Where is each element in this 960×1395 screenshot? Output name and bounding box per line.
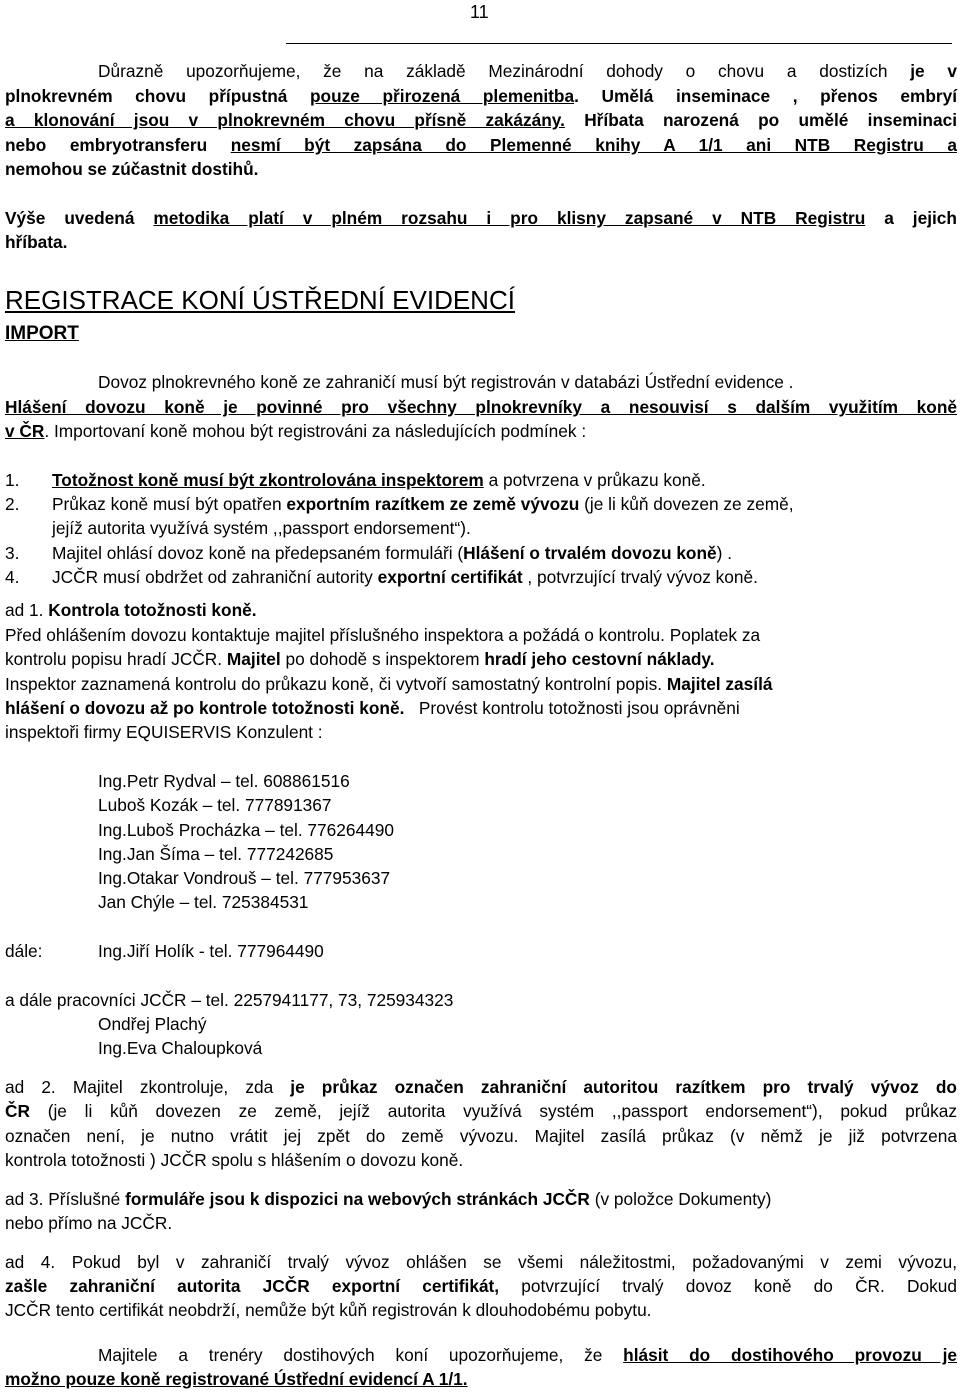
ad3-line-1: ad 3. Příslušné formuláře jsou k dispozici na webových stránkách JCČR (v položce Dokumenty) [5, 1189, 772, 1209]
metodika-line-2: hříbata. [5, 232, 68, 252]
inspector-4: Ing.Jan Šíma – tel. 777242685 [98, 844, 334, 864]
ad1-line-1: Před ohlášením dovozu kontaktuje majitel příslušného inspektora a požádá o kontrolu. Poplatek za [5, 625, 761, 645]
condition-3-num: 3. [5, 543, 20, 563]
condition-4-num: 4. [5, 567, 20, 587]
closing-line-1: Majitele a trenéry dostihových koní upozorňujeme, že hlásit do dostihového provozu je [98, 1345, 957, 1365]
ad1-line-5: inspektoři firmy EQUISERVIS Konzulent : [5, 722, 323, 742]
intro-line-4: nebo embryotransferu nesmí být zapsána do Plemenné knihy A 1/1 ani NTB Registru a [5, 135, 957, 155]
intro-line-2: plnokrevném chovu přípustná pouze přirozená plemenitba. Umělá inseminace , přenos embryí [5, 86, 958, 106]
closing-line-2: možno pouze koně registrované Ústřední evidencí A 1/1. [5, 1369, 468, 1389]
inspector-1: Ing.Petr Rydval – tel. 608861516 [98, 771, 350, 791]
condition-1: Totožnost koně musí být zkontrolována inspektorem a potvrzena v průkazu koně. [52, 470, 706, 490]
intro-line-5: nemohou se zúčastnit dostihů. [5, 159, 259, 179]
condition-1-num: 1. [5, 470, 20, 490]
ad1-heading: ad 1. Kontrola totožnosti koně. [5, 600, 257, 620]
metodika-line-1: Výše uvedená metodika platí v plném rozsahu i pro klisny zapsané v NTB Registru a jejich [5, 208, 957, 228]
import-line-3: v ČR. Importovaní koně mohou být registrováni za následujících podmínek : [5, 421, 587, 441]
ad2-line-1: ad 2. Majitel zkontroluje, zda je průkaz označen zahraniční autoritou razítkem pro trvalý vývoz do [5, 1077, 957, 1097]
intro-line-3: a klonování jsou v plnokrevném chovu přísně zakázány. Hříbata narozená po umělé inseminaci [5, 110, 957, 130]
ad3-line-2: nebo přímo na JCČR. [5, 1213, 173, 1233]
inspector-3: Ing.Luboš Procházka – tel. 776264490 [98, 820, 394, 840]
dale-label: dále: [5, 941, 43, 961]
ad4-line-2: zašle zahraniční autorita JCČR exportní certifikát, potvrzující trvalý dovoz koně do ČR. Dokud [5, 1276, 957, 1296]
ad2-line-4: kontrola totožnosti ) JCČR spolu s hlášením o dovozu koně. [5, 1150, 464, 1170]
ad4-line-3: JCČR tento certifikát neobdrží, nemůže být kůň registrován k dlouhodobému pobytu. [5, 1300, 652, 1320]
condition-2-cont: jejíž autorita využívá systém ,,passport endorsement“). [52, 518, 471, 538]
inspector-2: Luboš Kozák – tel. 777891367 [98, 795, 332, 815]
worker-1: Ondřej Plachý [98, 1014, 207, 1034]
ad2-line-3: označen není, je nutno vrátit jej zpět do země vývozu. Majitel zasílá průkaz (v němž je již potvrzena [5, 1126, 957, 1146]
import-line-1: Dovoz plnokrevného koně ze zahraničí musí být registrován v databázi Ústřední evidence . [98, 372, 794, 392]
ad1-line-4: hlášení o dovozu až po kontrole totožnosti koně. Provést kontrolu totožnosti jsou oprávněni [5, 698, 740, 718]
header-rule [286, 43, 952, 44]
ad1-line-2: kontrolu popisu hradí JCČR. Majitel po dohodě s inspektorem hradí jeho cestovní náklady. [5, 649, 715, 669]
inspector-6: Jan Chýle – tel. 725384531 [98, 892, 309, 912]
intro-line-1: Důrazně upozorňujeme, že na základě Mezinárodní dohody o chovu a dostizích je v [98, 61, 957, 81]
worker-2: Ing.Eva Chaloupková [98, 1038, 263, 1058]
condition-3: Majitel ohlásí dovoz koně na předepsaném formuláři (Hlášení o trvalém dovozu koně) . [52, 543, 733, 563]
condition-2: Průkaz koně musí být opatřen exportním razítkem ze země vývozu (je li kůň dovezen ze země, [52, 494, 794, 514]
ad2-line-2: ČR (je li kůň dovezen ze země, jejíž autorita využívá systém ,,passport endorsement“), pokud průkaz [5, 1101, 957, 1121]
inspector-5: Ing.Otakar Vondrouš – tel. 777953637 [98, 868, 391, 888]
ad4-line-1: ad 4. Pokud byl v zahraničí trvalý vývoz ohlášen se všemi náležitostmi, požadovanými v zemi vývozu, [5, 1252, 957, 1272]
section-heading: REGISTRACE KONÍ ÚSTŘEDNÍ EVIDENCÍ [5, 285, 515, 315]
dale-inspector: Ing.Jiří Holík - tel. 777964490 [98, 941, 324, 961]
section-subheading: IMPORT [5, 323, 79, 344]
page-number: 11 [470, 2, 489, 22]
condition-4: JCČR musí obdržet od zahraniční autority exportní certifikát , potvrzující trvalý vývoz koně. [52, 567, 758, 587]
ad1-line-3: Inspektor zaznamená kontrolu do průkazu koně, či vytvoří samostatný kontrolní popis. Majitel zasílá [5, 674, 773, 694]
workers-line: a dále pracovníci JCČR – tel. 2257941177, 73, 725934323 [5, 990, 454, 1010]
condition-2-num: 2. [5, 494, 20, 514]
import-line-2: Hlášení dovozu koně je povinné pro všechny plnokrevníky a nesouvisí s dalším využitím koně [5, 397, 957, 417]
